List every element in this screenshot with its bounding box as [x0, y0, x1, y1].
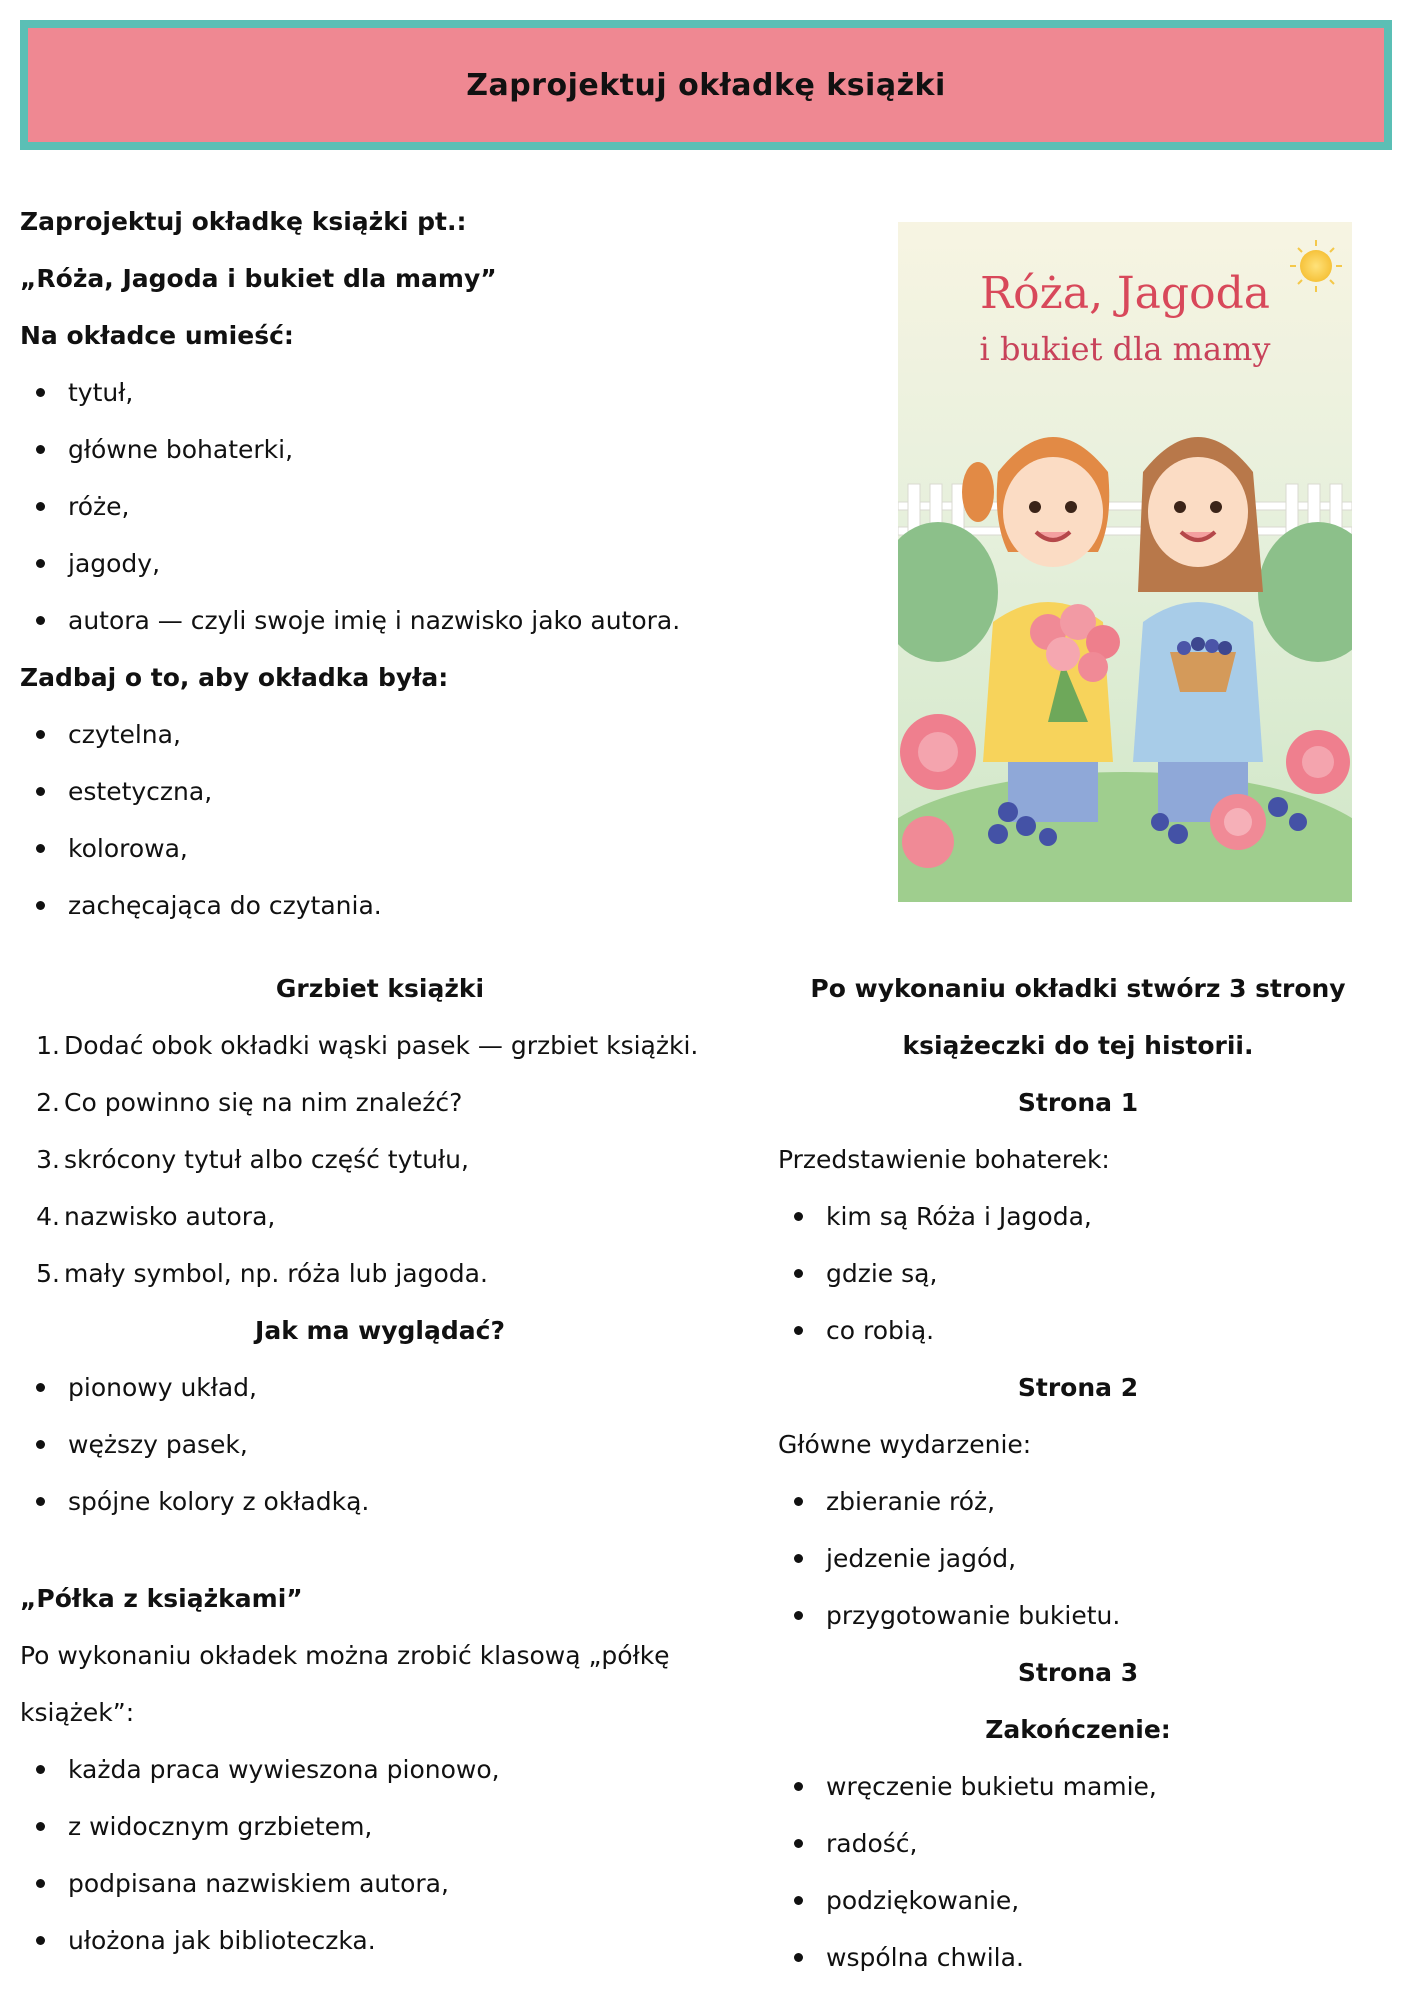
list-item: wręczenie bukietu mamie, — [778, 1758, 1378, 1815]
list-item: podpisana nazwiskiem autora, — [20, 1855, 740, 1912]
pages-section — [778, 960, 1378, 1986]
place-heading: Na okładce umieść: — [20, 321, 294, 350]
shelf-heading: „Półka z książkami” — [20, 1584, 303, 1613]
item-number: 1. — [36, 1031, 60, 1060]
cover-title-line1: Róża, Jagoda — [980, 268, 1270, 319]
cover-title-line2: i bukiet dla mamy — [979, 330, 1271, 368]
list-item: zachęcająca do czytania. — [20, 877, 840, 934]
item-text: skrócony tytuł albo część tytułu, — [64, 1145, 469, 1174]
shelf-section — [20, 1570, 740, 1969]
list-item: kim są Róża i Jagoda, — [778, 1188, 1378, 1245]
list-item: ułożona jak biblioteczka. — [20, 1912, 740, 1969]
item-number: 2. — [36, 1088, 60, 1117]
page2-intro: Główne wydarzenie: — [778, 1430, 1032, 1459]
look-heading: Jak ma wyglądać? — [255, 1316, 505, 1345]
list-item: czytelna, — [20, 706, 840, 763]
item-text: Co powinno się na nim znaleźć? — [64, 1088, 463, 1117]
list-item: wspólna chwila. — [778, 1929, 1378, 1986]
list-item: główne bohaterki, — [20, 421, 840, 478]
item-number: 4. — [36, 1202, 60, 1231]
list-item: zbieranie róż, — [778, 1473, 1378, 1530]
blueberry-basket — [1170, 637, 1236, 692]
pages-heading: książeczki do tej historii. — [902, 1031, 1254, 1060]
list-item: co robią. — [778, 1302, 1378, 1359]
list-item: gdzie są, — [778, 1245, 1378, 1302]
page3-title: Strona 3 — [1017, 1658, 1139, 1687]
item-number: 3. — [36, 1145, 60, 1174]
book-cover-illustration — [898, 222, 1352, 902]
list-item: jagody, — [20, 535, 840, 592]
spine-section — [20, 960, 740, 1530]
list-item — [20, 1188, 740, 1245]
page1-intro: Przedstawienie bohaterek: — [778, 1145, 1110, 1174]
item-text: nazwisko autora, — [64, 1202, 276, 1231]
spine-heading: Grzbiet książki — [275, 974, 485, 1003]
page2-title: Strona 2 — [1017, 1373, 1139, 1402]
item-text: mały symbol, np. róża lub jagoda. — [64, 1259, 488, 1288]
cover-art — [898, 222, 1352, 902]
shelf-text: książek”: — [20, 1698, 135, 1727]
list-item: pionowy układ, — [20, 1359, 740, 1416]
intro-section — [20, 193, 840, 934]
page1-title: Strona 1 — [1017, 1088, 1139, 1117]
item-number: 5. — [36, 1259, 60, 1288]
list-item: kolorowa, — [20, 820, 840, 877]
list-item: radość, — [778, 1815, 1378, 1872]
care-heading: Zadbaj o to, aby okładka była: — [20, 663, 449, 692]
list-item — [20, 1131, 740, 1188]
list-item — [20, 1074, 740, 1131]
page3-intro: Zakończenie: — [985, 1715, 1171, 1744]
shelf-text: Po wykonaniu okładek można zrobić klasową „półkę — [20, 1641, 670, 1670]
list-item: z widocznym grzbietem, — [20, 1798, 740, 1855]
list-item: jedzenie jagód, — [778, 1530, 1378, 1587]
list-item — [20, 1245, 740, 1302]
intro-line: Zaprojektuj okładkę książki pt.: — [20, 207, 467, 236]
list-item — [20, 1017, 740, 1074]
list-item: tytuł, — [20, 364, 840, 421]
page-header — [20, 20, 1392, 150]
list-item: węższy pasek, — [20, 1416, 740, 1473]
book-title: „Róża, Jagoda i bukiet dla mamy” — [20, 264, 497, 293]
list-item: spójne kolory z okładką. — [20, 1473, 740, 1530]
pages-heading: Po wykonaniu okładki stwórz 3 strony — [810, 974, 1346, 1003]
list-item: każda praca wywieszona pionowo, — [20, 1741, 740, 1798]
list-item: róże, — [20, 478, 840, 535]
list-item: przygotowanie bukietu. — [778, 1587, 1378, 1644]
list-item: estetyczna, — [20, 763, 840, 820]
list-item: podziękowanie, — [778, 1872, 1378, 1929]
page-title: Zaprojektuj okładkę książki — [466, 67, 946, 103]
list-item: autora — czyli swoje imię i nazwisko jako autora. — [20, 592, 840, 649]
item-text: Dodać obok okładki wąski pasek — grzbiet książki. — [64, 1031, 699, 1060]
